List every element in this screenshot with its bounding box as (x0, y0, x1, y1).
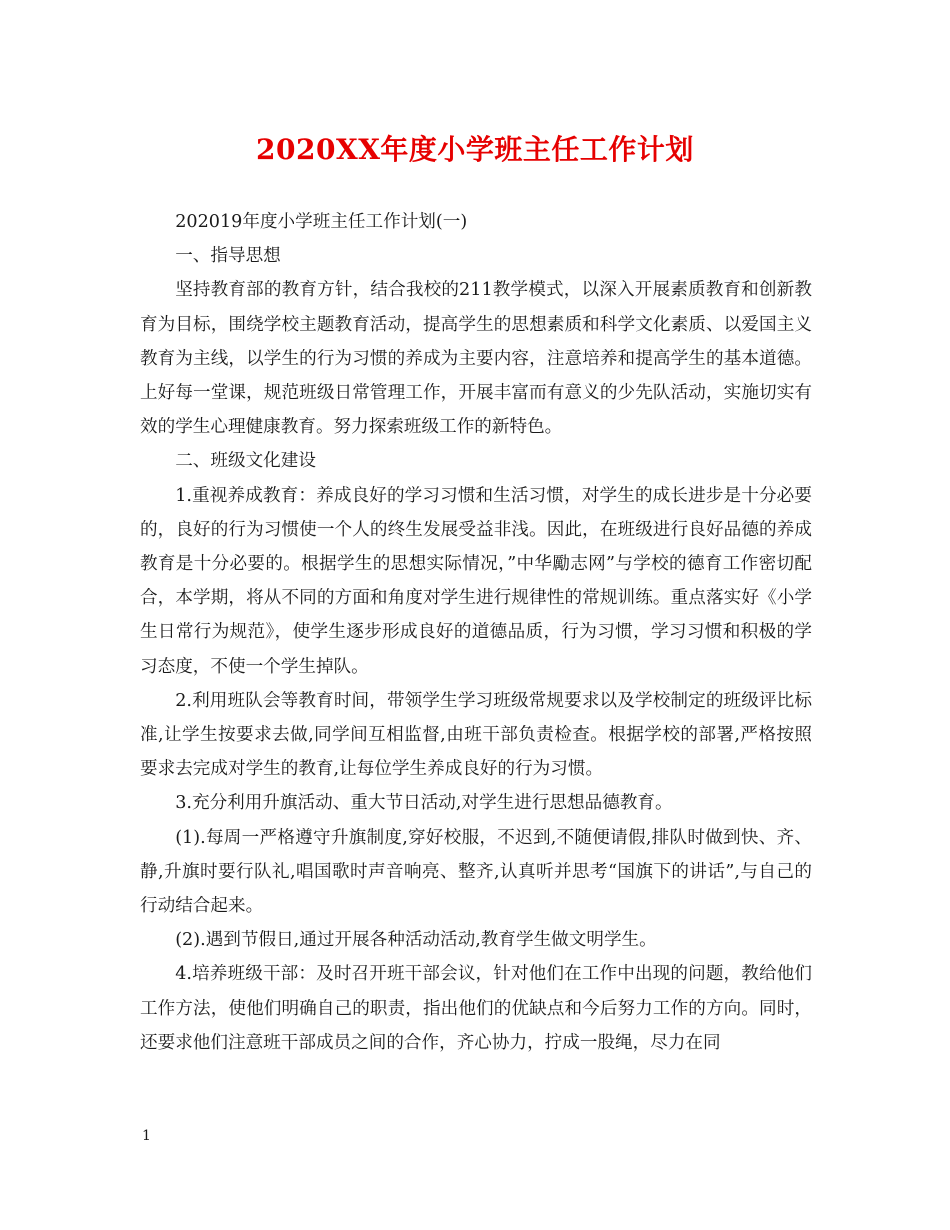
paragraph-item-3-1: (1).每周一严格遵守升旗制度,穿好校服，不迟到,不随便请假,排队时做到快、齐、静,升旗时要行队礼,唱国歌时声音响亮、整齐,认真听并思考“国旗下的讲话”,与自己的行动结合起来。 (140, 827, 812, 917)
paragraph-item-3: 3.充分利用升旗活动、重大节日活动,对学生进行思想品德教育。 (175, 793, 673, 814)
document-title: 2020XX年度小学班主任工作计划 (256, 133, 694, 166)
document-body (140, 205, 812, 1060)
heading-class-culture: 二、班级文化建设 (175, 451, 316, 472)
heading-guiding-thought: 一、指导思想 (175, 246, 281, 267)
paragraph-item-1: 1.重视养成教育：养成良好的学习习惯和生活习惯，对学生的成长进步是十分必要的，良好的行为习惯使一个人的终生发展受益非浅。因此，在班级进行良好品德的养成教育是十分必要的。根据学生的思想实际情况，”中华勵志网”与学校的德育工作密切配合，本学期，将从不同的方面和角度对学生进行规律性的常规训练。重点落实好《小学生日常行为规范》，使学生逐步形成良好的道德品质，行为习惯，学习习惯和积极的学习态度，不使一个学生掉队。 (140, 485, 812, 677)
paragraph-guiding-thought: 坚持教育部的教育方针，结合我校的211教学模式，以深入开展素质教育和创新教育为目标，围绕学校主题教育活动，提高学生的思想素质和科学文化素质、以爱国主义教育为主线，以学生的行为习惯的养成为主要内容，注意培养和提高学生的基本道德。上好每一堂课，规范班级日常管理工作，开展丰富而有意义的少先队活动，实施切实有效的学生心理健康教育。努力探索班级工作的新特色。 (140, 280, 812, 438)
page-number: 1 (142, 1128, 151, 1144)
paragraph-item-3-2: (2).遇到节假日,通过开展各种活动活动,教育学生做文明学生。 (175, 930, 657, 951)
section-subtitle: 202019年度小学班主任工作计划(一) (175, 212, 468, 232)
paragraph-item-2: 2.利用班队会等教育时间，带领学生学习班级常规要求以及学校制定的班级评比标准,让学生按要求去做,同学间互相监督,由班干部负责检查。根据学校的部署,严格按照要求去完成对学生的教育,让每位学生养成良好的行为习惯。 (140, 690, 812, 780)
paragraph-item-4: 4.培养班级干部：及时召开班干部会议，针对他们在工作中出现的问题，教给他们工作方法，使他们明确自己的职责，指出他们的优缺点和今后努力工作的方向。同时，还要求他们注意班干部成员之间的合作，齐心协力，拧成一股绳，尽力在同 (140, 964, 812, 1053)
